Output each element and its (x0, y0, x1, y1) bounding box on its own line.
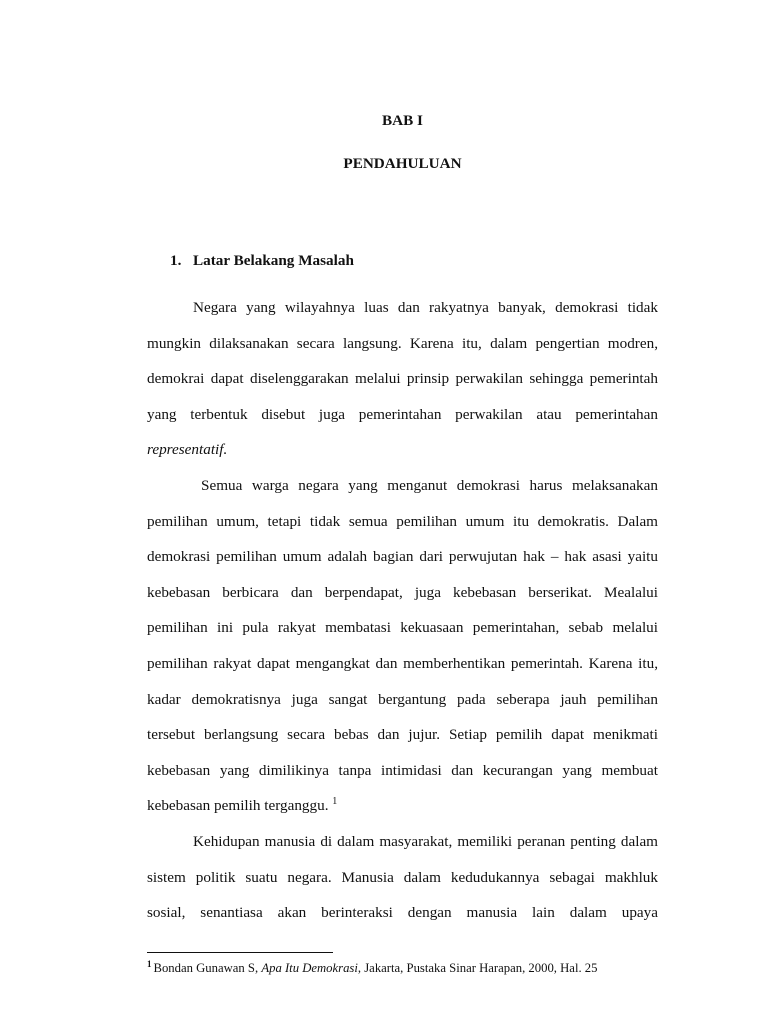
paragraph (147, 290, 658, 468)
body-text-line: Semua warga negara yang menganut demokrasi harus melaksanakan (201, 476, 658, 494)
body-text-line: sistem politik suatu negara. Manusia dalam kedudukannya sebagai makhluk (147, 868, 658, 886)
body-text-line: kadar demokratisnya juga sangat bergantung pada seberapa jauh pemilihan (147, 690, 658, 708)
section-title: Latar Belakang Masalah (193, 252, 354, 269)
body-text-line: tersebut berlangsung secara bebas dan jujur. Setiap pemilih dapat menikmati (147, 726, 658, 744)
body-text-line: representatif. (147, 441, 228, 459)
section-heading (170, 251, 354, 271)
paragraph (147, 824, 658, 931)
paragraph (147, 468, 658, 824)
footnote (147, 960, 598, 976)
body-text-line: pemilihan ini pula rakyat membatasi kekuasaan pemerintahan, sebab melalui (147, 619, 658, 637)
chapter-label: BAB I (382, 112, 423, 129)
section-number: 1. (170, 252, 182, 269)
body-text-line: yang terbentuk disebut juga pemerintahan perwakilan atau pemerintahan (147, 405, 658, 423)
body-text-line: sosial, senantiasa akan berinteraksi dengan manusia lain dalam upaya (147, 904, 658, 922)
footnote-book-title: Apa Itu Demokrasi (261, 961, 358, 975)
body-text-line: pemilihan rakyat dapat mengangkat dan memberhentikan pemerintah. Karena itu, (147, 654, 658, 672)
body-text (147, 290, 658, 931)
body-text-line: demokrai dapat diselenggarakan melalui prinsip perwakilan sehingga pemerintah (147, 370, 658, 388)
body-text-line (147, 788, 658, 824)
body-text-line: Kehidupan manusia di dalam masyarakat, memiliki peranan penting dalam (193, 832, 658, 850)
footnote-marker: 1 (147, 958, 152, 969)
body-text-line: kebebasan berbicara dan berpendapat, juga kebebasan berserikat. Mealalui (147, 583, 658, 601)
body-text-line: kebebasan yang dimilikinya tanpa intimidasi dan kecurangan yang membuat (147, 761, 658, 779)
footnote-separator (147, 952, 333, 953)
footnote-publication: , Jakarta, Pustaka Sinar Harapan, 2000, Hal. 25 (357, 961, 598, 975)
footnote-author: Bondan Gunawan S, (153, 961, 259, 975)
chapter-title: PENDAHULUAN (343, 155, 462, 172)
body-text-line: mungkin dilaksanakan secara langsung. Karena itu, dalam pengertian modren, (147, 334, 658, 352)
body-text-line: demokrasi pemilihan umum adalah bagian dari perwujutan hak – hak asasi yaitu (147, 548, 658, 566)
footnote-reference: 1 (332, 796, 338, 808)
body-text-line: pemilihan umum, tetapi tidak semua pemilihan umum itu demokratis. Dalam (147, 512, 658, 530)
body-text-line: Negara yang wilayahnya luas dan rakyatnya banyak, demokrasi tidak (193, 299, 658, 316)
body-text-line-text: kebebasan pemilih terganggu. (147, 797, 329, 815)
